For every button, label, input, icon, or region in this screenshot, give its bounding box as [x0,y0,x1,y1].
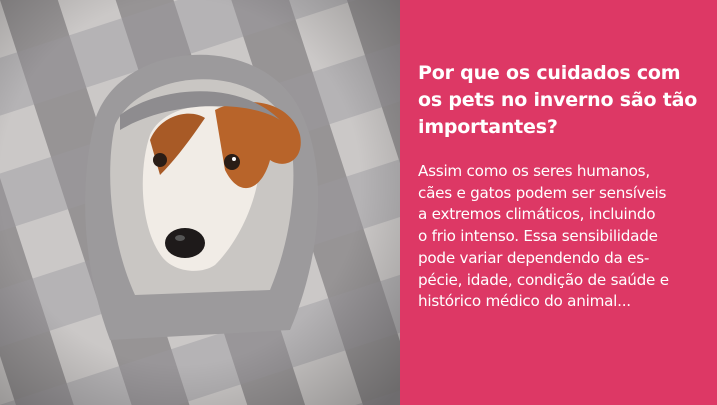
body-line: o frio intenso. Essa sensibilidade [418,227,658,246]
card-title: Por que os cuidados com os pets no inverno são tão importantes? [418,62,698,138]
body-line: pécie, idade, condição de saúde e [418,270,669,289]
card-body [418,161,703,313]
body-line: pode variar dependendo da es- [418,248,650,267]
body-line: histórico médico do animal... [418,292,631,311]
body-line: a extremos climáticos, incluindo [418,205,656,224]
text-panel [400,0,717,405]
body-line: cães e gatos podem ser sensíveis [418,183,667,202]
body-line: Assim como os seres humanos, [418,162,650,180]
